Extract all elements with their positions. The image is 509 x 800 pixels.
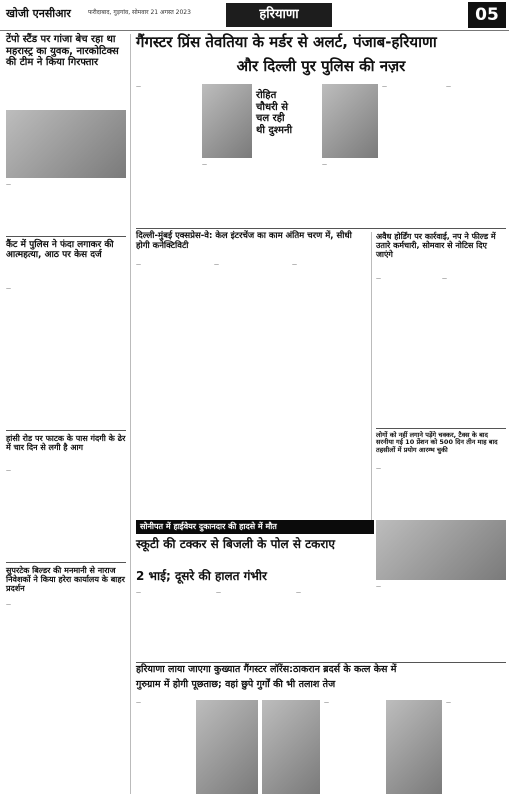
sonipat-banner: सोनीपत में हाईवेयर दुकानदार की हादसे में मौत: [136, 520, 374, 534]
hoarding-body-col1: —: [376, 276, 381, 282]
main-body-col2: —: [202, 162, 207, 168]
column-rule: [130, 34, 131, 794]
main-headline-line1: गैंगस्टर प्रिंस तेवतिया के मर्डर से अलर्ट, पंजाब-हरियाणा: [136, 33, 437, 51]
main-body-col1: —: [136, 84, 141, 90]
bottom-headline-line1: हरियाणा लाया जाएगा कुख्यात गैंगस्टर लॉरेंस:ठाकरान ब्रदर्स के कत्ल केस में: [136, 664, 397, 675]
sonipat-body-col1: —: [136, 590, 141, 596]
protest-headline: सुपरटेक बिल्डर की मनमानी से नाराज निवेशकों ने किया हरेरा कार्यालय के बाहर प्रदर्शन: [6, 566, 125, 594]
divider: [136, 228, 506, 229]
rail-body: —: [6, 468, 11, 474]
right-bottom-body: —: [376, 466, 381, 472]
main-body-col5: —: [446, 84, 451, 90]
sub-line-1: रोहित: [256, 90, 277, 101]
main-photo-rohit: [322, 84, 378, 158]
left-top-photo: [6, 110, 126, 178]
main-headline-line2: और दिल्ली पुर पुलिस की नज़र: [236, 57, 406, 75]
bottom-photo-men: [262, 700, 320, 794]
divider: [136, 662, 506, 663]
divider: [6, 562, 126, 563]
sonipat-body-col2: —: [216, 590, 221, 596]
bottom-headline-line2: गुरुग्राम में होगी पूछताछ; वहां छुपे गुर्गों की भी तलाश तेज: [136, 679, 336, 690]
main-subheadline: [256, 90, 318, 136]
sub-line-2: चौधरी से: [256, 101, 289, 113]
newspaper-brand: खोजी एनसीआर: [6, 7, 71, 20]
hoarding-headline: अवैध होर्डिंग पर कार्रवाई, नप ने फील्ड में उतारे कर्मचारी, सोमवार से नोटिस दिए जाएंगे: [376, 232, 496, 260]
bottom-body-col1: —: [136, 700, 141, 706]
delhi-mumbai-body-col1: —: [136, 262, 141, 268]
sonipat-photo: [376, 520, 506, 580]
rail-headline: हांसी रोड पर फाटक के पास गंदगी के ढेर में चार दिन से लगी है आग: [6, 434, 126, 453]
sub-line-4: थी दुश्मनी: [256, 124, 293, 136]
left-top-headline: टेंपो स्टैंड पर गांजा बेच रहा था महरास्ट्र का युवक, नारकोटिक्स की टीम ने किया गिरफ्तार: [6, 34, 119, 68]
bottom-body-col3: —: [446, 700, 451, 706]
page-number: 05: [468, 2, 506, 28]
hoarding-body-col2: —: [442, 276, 447, 282]
delhi-mumbai-body-col3: —: [292, 262, 297, 268]
protest-body: —: [6, 602, 11, 608]
main-body-col3: —: [322, 162, 327, 168]
divider: [376, 428, 506, 429]
sonipat-body-col4: —: [376, 584, 381, 590]
sonipat-headline-line2: 2 भाई; दूसरे की हालत गंभीर: [136, 569, 267, 583]
bottom-body-col2: —: [324, 700, 329, 706]
dateline: फरीदाबाद, गुड़गांव, सोमवार 21 अगस्त 2023: [88, 9, 191, 16]
sub-line-3: चल रही: [256, 113, 285, 124]
cantt-headline: कैंट में पुलिस ने फंदा लगाकर की आत्महत्या, आठ पर केस दर्ज: [6, 240, 114, 261]
delhi-mumbai-body-col2: —: [214, 262, 219, 268]
main-photo-gangster: [202, 84, 252, 158]
column-rule: [371, 232, 372, 520]
delhi-mumbai-headline: दिल्ली-मुंबई एक्सप्रेस-वे: केल इंटरचेंज का काम अंतिम चरण में, सीधी होगी कनेक्टिविटी: [136, 231, 352, 251]
masthead: [0, 0, 509, 31]
bottom-photo-lawrence: [386, 700, 442, 794]
section-title: हरियाणा: [226, 3, 332, 27]
left-top-body: —: [6, 182, 11, 188]
cantt-body: —: [6, 286, 11, 292]
divider: [6, 236, 126, 237]
sonipat-headline-line1: स्कूटी की टक्कर से बिजली के पोल से टकराए: [136, 537, 336, 551]
divider: [6, 430, 126, 431]
main-body-col4: —: [382, 84, 387, 90]
sonipat-body-col3: —: [296, 590, 301, 596]
bottom-photo-vehicle: [196, 700, 258, 794]
right-bottom-headline: लोगों को नहीं लगाने पड़ेंगे चक्कर, टैक्स के बाद सरनीया गई 10 प्रेंशन को 500 दिन तीन माह बाद तहसीलों में प्रयोग आरम्भ चुकी: [376, 431, 498, 454]
